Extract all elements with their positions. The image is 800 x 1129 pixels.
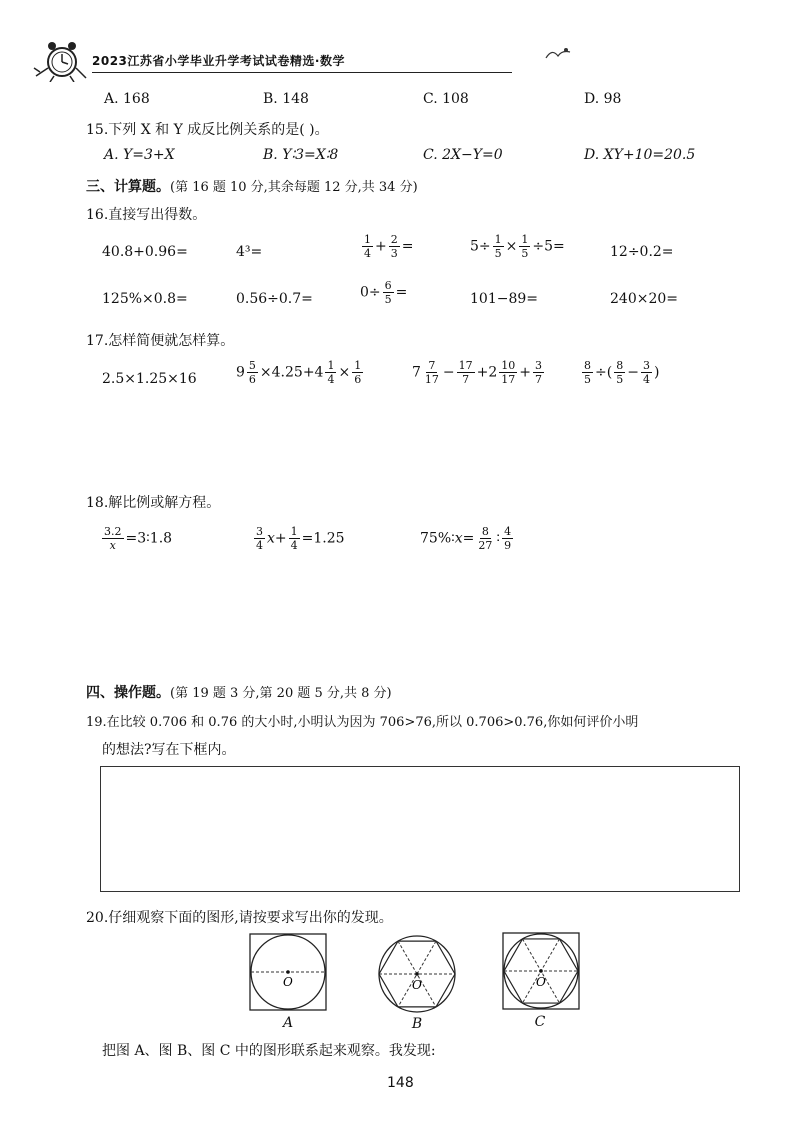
q16-stem: 16.直接写出得数。 (86, 207, 207, 223)
sparkle-icon (544, 46, 572, 62)
figure-c-label: C (534, 1014, 546, 1030)
q15-option-c: C. 2X−Y=0 (423, 147, 503, 163)
header-rule (92, 72, 512, 73)
section3-heading (86, 176, 418, 196)
q14-option-b: B. 148 (263, 91, 309, 107)
q14-option-a: A. 168 (104, 91, 150, 107)
header (30, 38, 590, 82)
section4-title: 四、操作题。 (86, 685, 170, 701)
q16-r1c4: 5÷ $\frac{1}{5}$ × $\frac{1}{5}$ ÷5= (470, 233, 565, 260)
figure-c-center-label: O (536, 975, 546, 989)
q16-r2c5: 240×20= (610, 291, 678, 307)
q19-line2: 的想法?写在下框内。 (102, 742, 236, 758)
q17-expr3: 7 $\frac{7}{17}$ − $\frac{17}{7}$ +2 $\frac{10}{17}$ + $\frac{3}{7}$ (412, 359, 543, 386)
q16-r2c2: 0.56÷0.7= (236, 291, 313, 307)
page-number: 148 (387, 1075, 414, 1091)
q16-r2c4: 101−89= (470, 291, 538, 307)
q20-stem: 20.仔细观察下面的图形,请按要求写出你的发现。 (86, 910, 393, 926)
q17-expr1: 2.5×1.25×16 (102, 371, 197, 387)
q16-r1c5: 12÷0.2= (610, 244, 674, 260)
q18-stem: 18.解比例或解方程。 (86, 495, 221, 511)
q18-eq2: $\frac{3}{4}$ x+ $\frac{1}{4}$ =1.25 (256, 525, 345, 552)
q16-r1c3: $\frac{1}{4}$ + $\frac{2}{3}$ = (364, 233, 414, 260)
section3-title: 三、计算题。 (86, 179, 170, 195)
q17-expr4: $\frac{8}{5}$ ÷( $\frac{8}{5}$ − $\frac{3}{4}$ ) (584, 359, 660, 386)
section4-heading (86, 682, 392, 702)
q14-option-c: C. 108 (423, 91, 469, 107)
q16-r1c1: 40.8+0.96= (102, 244, 188, 260)
figure-b (377, 934, 457, 1014)
mascot-clock-icon (30, 38, 92, 82)
figure-a-center-label: O (283, 975, 293, 989)
q15-option-a: A. Y=3+X (104, 147, 175, 163)
section4-note: (第 19 题 3 分,第 20 题 5 分,共 8 分) (170, 686, 392, 701)
q14-option-d: D. 98 (584, 91, 622, 107)
q17-expr2: 9 $\frac{5}{6}$ ×4.25+4 $\frac{1}{4}$ × $\frac{1}{6}$ (236, 359, 362, 386)
figure-c (502, 932, 580, 1010)
figure-b-label: B (411, 1016, 423, 1032)
q18-eq1: $\frac{3.2}{x}$ =3∶1.8 (104, 525, 173, 552)
q20-prompt: 把图 A、图 B、图 C 中的图形联系起来观察。我发现: (102, 1043, 436, 1059)
q19-answer-box[interactable] (100, 766, 740, 892)
q17-stem: 17.怎样简便就怎样算。 (86, 333, 235, 349)
figure-b-center-label: O (412, 978, 422, 992)
q15-option-b: B. Y∶3=X∶8 (263, 147, 339, 163)
q19-line1: 19.在比较 0.706 和 0.76 的大小时,小明认为因为 706>76,所以 0.706>0.76,你如何评价小明 (86, 715, 639, 730)
q16-r1c2: 4³= (236, 244, 263, 260)
figure-a (249, 933, 327, 1011)
q15-stem: 15.下列 X 和 Y 成反比例关系的是( )。 (86, 122, 329, 138)
header-title: 2023江苏省小学毕业升学考试试卷精选·数学 (92, 54, 345, 68)
figure-a-label: A (282, 1015, 294, 1031)
q16-r2c1: 125%×0.8= (102, 291, 188, 307)
q18-eq3: 75%∶x= $\frac{8}{27}$ ∶ $\frac{4}{9}$ (420, 525, 512, 552)
q15-option-d: D. XY+10=20.5 (584, 147, 696, 163)
section3-note: (第 16 题 10 分,其余每题 12 分,共 34 分) (170, 180, 418, 195)
q16-r2c3: 0÷ $\frac{6}{5}$ = (360, 279, 408, 306)
